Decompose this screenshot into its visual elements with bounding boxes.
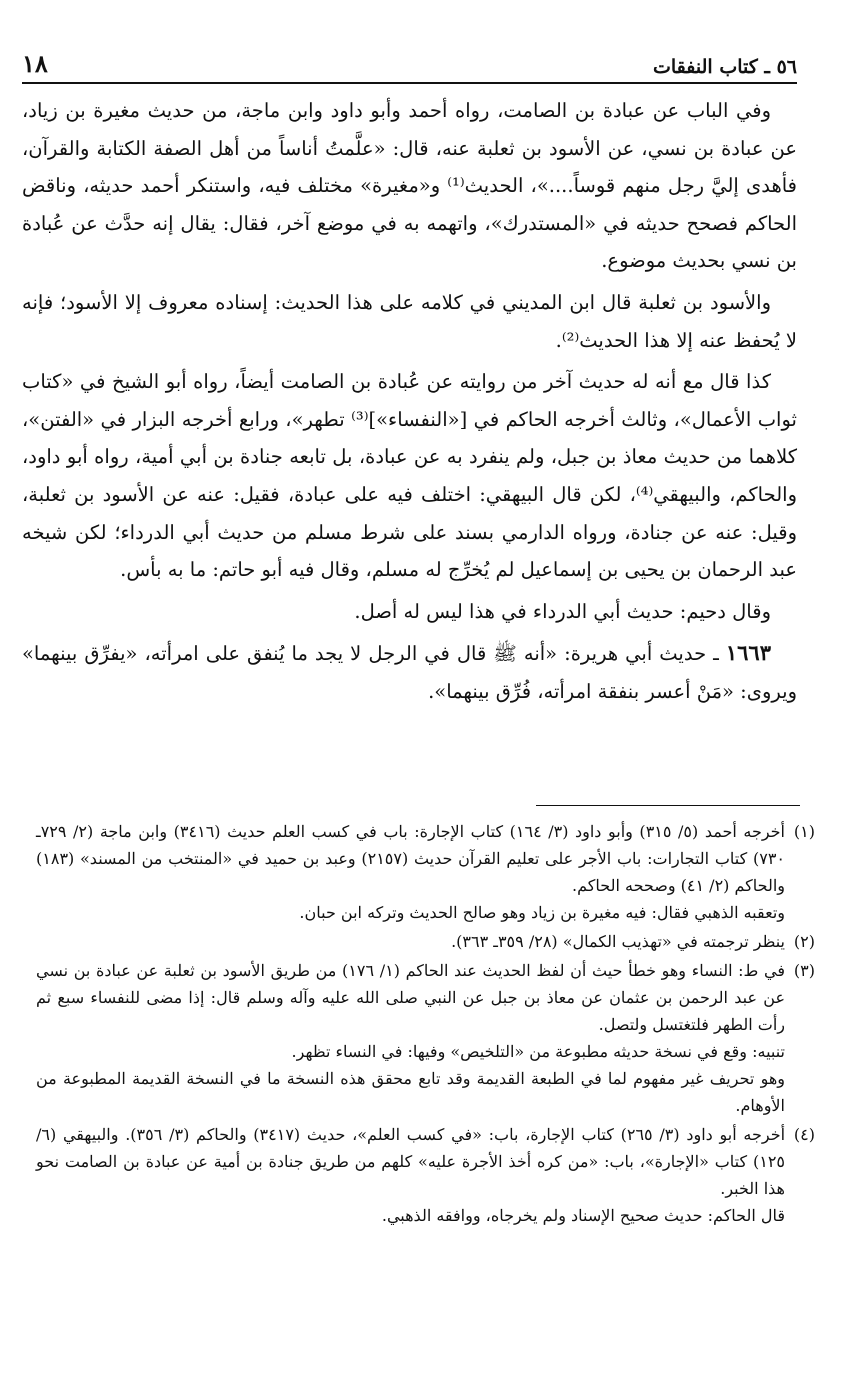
footnote-number: (٤) <box>793 1125 815 1144</box>
footnotes <box>36 818 815 1231</box>
footnote-line: أخرجه أبو داود (٣/ ٢٦٥) كتاب الإجارة، باب: «في كسب العلم»، حديث (٣٤١٧) والحاكم (٣/ ٣٥٦). والبيهقي (٦/ ١٢٥) كتاب «الإجارة»، باب: «من كره أخذ الأجرة عليه» كلهم من طريق جنادة بن أمية عن عبادة بن الصامت نحو هذا الخبر. <box>36 1125 786 1198</box>
page-header <box>22 44 797 78</box>
footnote-line: تنبيه: وقع في نسخة حديثه مطبوعة من «التلخيص» وفيها: في النساء تظهر. <box>291 1042 785 1061</box>
hadith-text: ـ حديث أبي هريرة: «أنه ﷺ قال في الرجل لا يجد ما يُنفق على امرأته، «يفرِّق بينهما» ويروى: «مَنْ أعسر بنفقة امرأته، فُرِّق بينهما». <box>22 642 797 703</box>
footnote <box>36 1121 815 1229</box>
paragraph-4: وقال دحيم: حديث أبي الدرداء في هذا ليس له أصل. <box>354 599 771 623</box>
footnote-number: (١) <box>793 822 815 841</box>
footnote-body <box>36 957 785 1119</box>
footnote-body <box>36 818 785 926</box>
footnote-line: وهو تحريف غير مفهوم لما في الطبعة القديمة وقد تابع محقق هذه النسخة ما في النسخة القديمة المطبوعة من الأوهام. <box>36 1069 785 1115</box>
footnote-line: ينظر ترجمته في «تهذيب الكمال» (٢٨/ ٣٥٩ـ ٣٦٣). <box>451 932 785 951</box>
footnote-number: (٢) <box>793 932 815 951</box>
hadith-number: ١٦٦٣ <box>725 640 771 666</box>
footnote-line: قال الحاكم: حديث صحيح الإسناد ولم يخرجاه، ووافقه الذهبي. <box>381 1206 785 1225</box>
main-text <box>22 92 797 715</box>
footnote-number: (٣) <box>793 961 815 980</box>
paragraph-1: وفي الباب عن عبادة بن الصامت، رواه أحمد وأبو داود وابن ماجة، من حديث مغيرة بن زياد، عن عبادة بن نسي، عن الأسود بن ثعلبة عنه، قال: «علَّمتُ أناساً من أهل الصفة الكتابة والقرآن، فأهدى إليَّ رجل منهم قوساً....»، الحديث⁽¹⁾ و«مغيرة» مختلف فيه، واستنكر أحمد حديثه، وناقض الحاكم فصحح حديثه في «المستدرك»، واتهمه به في موضع آخر، فقال: يقال إنه حدَّث عن عُبادة بن نسي بحديث موضوع. <box>22 99 797 273</box>
paragraph-3: كذا قال مع أنه له حديث آخر من روايته عن عُبادة بن الصامت أيضاً، رواه أبو الشيخ في «كتاب ثواب الأعمال»، وثالث أخرجه الحاكم في [«النفساء»]⁽³⁾ تطهر»، ورابع أخرجه البزار في «الفتن»، كلاهما من حديث معاذ بن جبل، ولم ينفرد به عن عبادة، بل تابعه جنادة بن أبي أمية، رواه أبو داود، والحاكم، والبيهقي⁽⁴⁾، لكن قال البيهقي: اختلف فيه على عبادة، فقيل: عنه عن الأسود بن ثعلبة، وقيل: عنه عن جنادة، ورواه الدارمي بسند على شرط مسلم من حديث أبي الدرداء؛ لكن شيخه عبد الرحمان بن يحيى بن إسماعيل لم يُخرِّج له مسلم، وقال فيه أبو حاتم: ما به بأس. <box>22 370 797 582</box>
header-rule <box>22 82 797 84</box>
footnote-line: وتعقبه الذهبي فقال: فيه مغيرة بن زياد وهو صالح الحديث وتركه ابن حبان. <box>299 903 785 922</box>
footnote-line: في ط: النساء وهو خطأ حيث أن لفظ الحديث عند الحاكم (١/ ١٧٦) من طريق الأسود بن ثعلبة عن عبادة بن نسي عن عبد الرحمن بن عثمان عن معاذ بن جبل عن النبي صلى الله عليه وآله وسلم قال: إذا مضى للنفساء سبع ثم رأت الطهر فلتغتسل ولتصل. <box>36 961 785 1034</box>
footnote-rule <box>536 805 800 806</box>
footnote <box>36 957 815 1119</box>
footnote <box>36 818 815 926</box>
footnote-line: أخرجه أحمد (٥/ ٣١٥) وأبو داود (٣/ ١٦٤) كتاب الإجارة: باب في كسب العلم حديث (٣٤١٦) وابن ماجة (٢/ ٧٢٩ـ ٧٣٠) كتاب التجارات: باب الأجر على تعليم القرآن حديث (٢١٥٧) وعبد بن حميد في «المنتخب من المسند» (١٨٣) والحاكم (٢/ ٤١) وصححه الحاكم. <box>36 822 785 895</box>
page-number: ١٨ <box>22 49 48 78</box>
footnote <box>36 928 815 955</box>
paragraph-2: والأسود بن ثعلبة قال ابن المديني في كلامه على هذا الحديث: إسناده معروف إلا الأسود؛ فإنه لا يُحفظ عنه إلا هذا الحديث⁽²⁾. <box>22 290 797 352</box>
footnote-body <box>36 928 785 955</box>
running-title: ٥٦ ـ كتاب النفقات <box>653 56 797 78</box>
footnote-body <box>36 1121 785 1229</box>
hadith-paragraph <box>22 634 797 710</box>
